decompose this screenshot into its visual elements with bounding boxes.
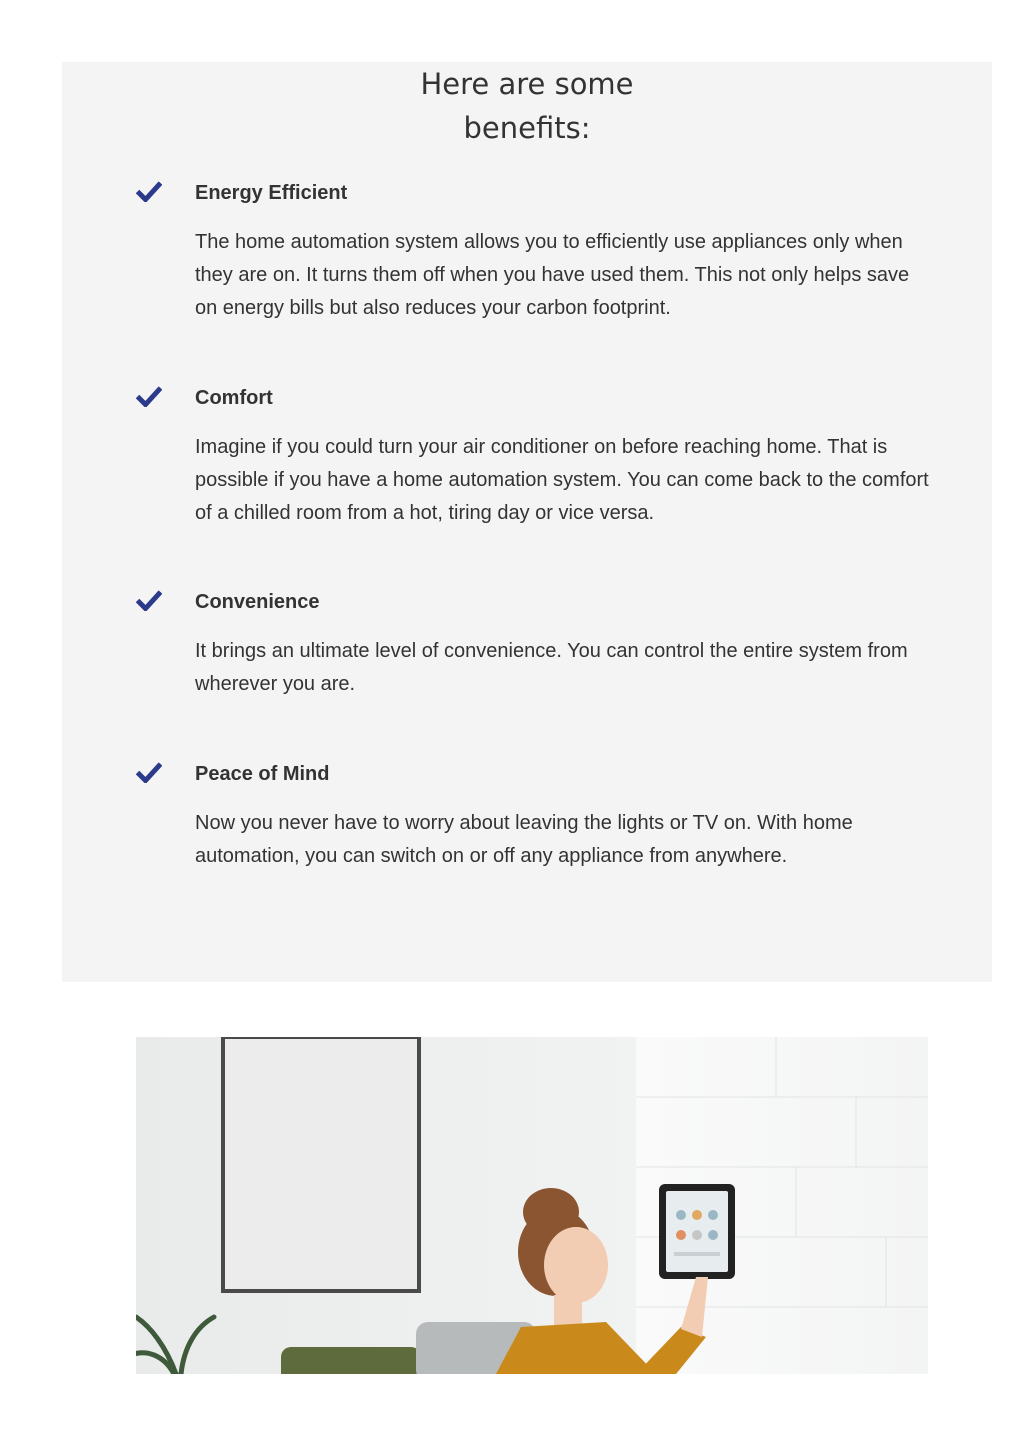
smart-home-illustration — [136, 1037, 928, 1374]
section-title-line-2: benefits: — [463, 111, 591, 145]
benefit-description: Now you never have to worry about leaving the lights or TV on. With home automation, you can switch on or off any appliance from anywhere. — [195, 812, 853, 867]
benefits-panel — [62, 62, 992, 982]
benefit-heading: Comfort — [195, 387, 273, 409]
benefit-heading: Energy Efficient — [195, 182, 348, 204]
check-icon — [136, 761, 162, 783]
benefit-description: The home automation system allows you to efficiently use appliances only when they are on. It turns them off when you have used them. This not only helps save on energy bills but also reduces your carbon footprint. — [195, 231, 910, 319]
benefit-heading: Convenience — [195, 591, 320, 613]
section-title — [62, 62, 992, 150]
section-title-line-1: Here are some — [420, 67, 634, 101]
smart-home-photo — [136, 1037, 928, 1374]
check-icon — [136, 589, 162, 611]
check-icon — [136, 385, 162, 407]
benefit-description: It brings an ultimate level of convenience. You can control the entire system from wherever you are. — [195, 640, 908, 695]
benefit-heading: Peace of Mind — [195, 763, 330, 785]
benefit-description: Imagine if you could turn your air conditioner on before reaching home. That is possible if you have a home automation system. You can come back to the comfort of a chilled room from a hot, tiring day or vice versa. — [195, 436, 929, 524]
check-icon — [136, 180, 162, 202]
